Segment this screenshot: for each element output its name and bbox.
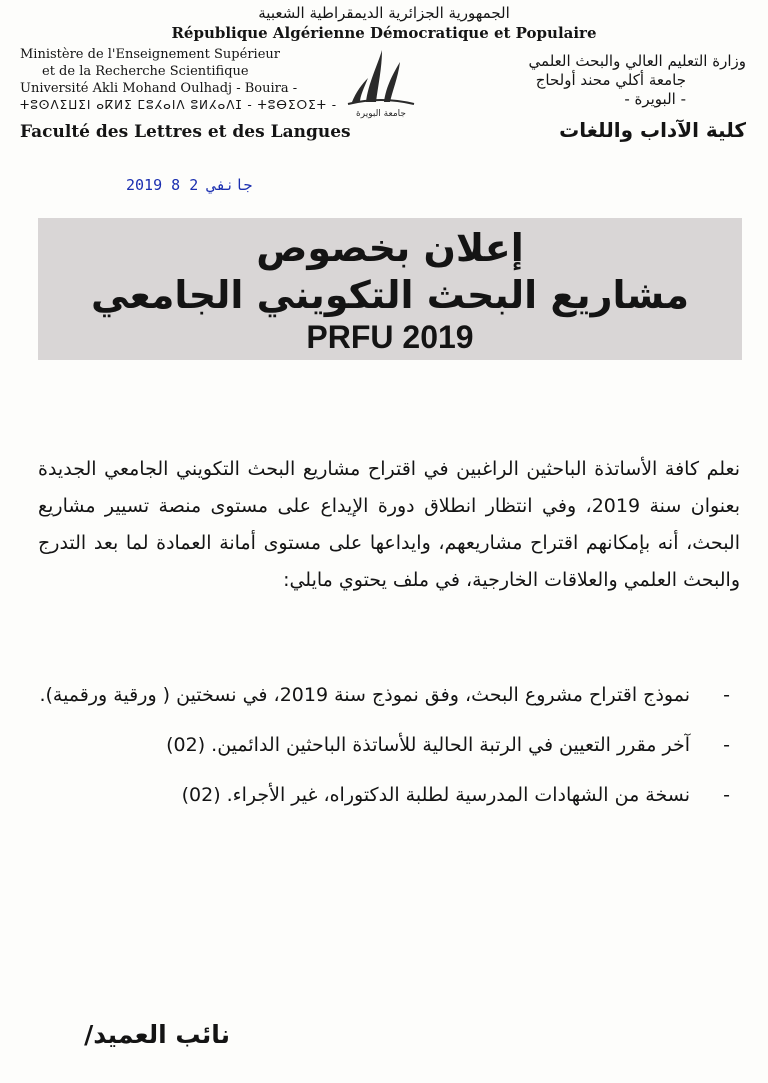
list-item-text: نموذج اقتراح مشروع البحث، وفق نموذج سنة 2019، في نسختين ( ورقية ورقمية). (39, 684, 690, 706)
announcement-paragraph: نعلم كافة الأساتذة الباحثين الراغبين في اقتراح مشاريع البحث التكويني الجامعي الجديدة بعنوان سنة 2019، وفي انتظار انطلاق دورة الإيداع على مستوى منصة تسيير مشاريع البحث، أنه بإمكانهم اقتراح مشاريعهم، وايداعها على مستوى أمانة العمادة لما بعد التدرج والبحث العلمي والعلاقات الخارجية، في ملف يحتوي مايلي: (38, 458, 740, 591)
title-line-1: إعلان بخصوص (256, 226, 524, 270)
university-name-tifinagh: ⵜⵓⵙⴷⵉⵡⵉⵏ ⴰⴽⵍⵉ ⵎⵓⵃⴰⵏⴷ ⵓⵍⵃⴰⴷⵊ - ⵜⵓⴱⵉⵔⵉⵜ - (20, 98, 338, 112)
faculty-name-french: Faculté des Lettres et des Langues (20, 122, 351, 142)
logo-caption: جامعة البويرة (356, 109, 406, 119)
city-name-arabic: - البويرة - (624, 90, 686, 108)
university-logo (338, 44, 424, 120)
list-item-text: آخر مقرر التعيين في الرتبة الحالية للأساتذة الباحثين الدائمين. (02) (166, 734, 690, 756)
list-item (38, 678, 740, 712)
university-name-arabic: جامعة أكلي محند أولحاج (535, 71, 686, 89)
list-item (38, 778, 740, 812)
requirements-list (38, 678, 740, 828)
list-item (38, 728, 740, 762)
republic-name-french: République Algérienne Démocratique et Populaire (171, 24, 597, 42)
title-line-3: PRFU 2019 (306, 319, 474, 355)
faculty-name-arabic: كلية الآداب واللغات (559, 118, 746, 142)
ministry-name-arabic: وزارة التعليم العالي والبحث العلمي (528, 52, 746, 70)
republic-name-arabic: الجمهورية الجزائرية الديمقراطية الشعبية (258, 4, 510, 22)
list-dash: - (723, 684, 730, 706)
signature-title: نائب العميد/ (84, 1020, 230, 1049)
university-name-french: Université Akli Mohand Oulhadj - Bouira - (20, 81, 298, 96)
institution-block-french (20, 46, 340, 114)
title-line-2: مشاريع البحث التكويني الجامعي (91, 273, 689, 317)
list-dash: - (723, 784, 730, 806)
ministry-line-2: et de la Recherche Scientifique (42, 64, 249, 79)
list-item-text: نسخة من الشهادات المدرسية لطلبة الدكتوراه، غير الأجراء. (02) (181, 784, 690, 806)
institution-block-arabic (446, 52, 746, 109)
date-stamp: 2019 جانفي 2 8 (126, 176, 253, 194)
list-dash: - (723, 734, 730, 756)
announcement-title-box (38, 218, 742, 360)
ministry-line-1: Ministère de l'Enseignement Supérieur (20, 47, 280, 62)
